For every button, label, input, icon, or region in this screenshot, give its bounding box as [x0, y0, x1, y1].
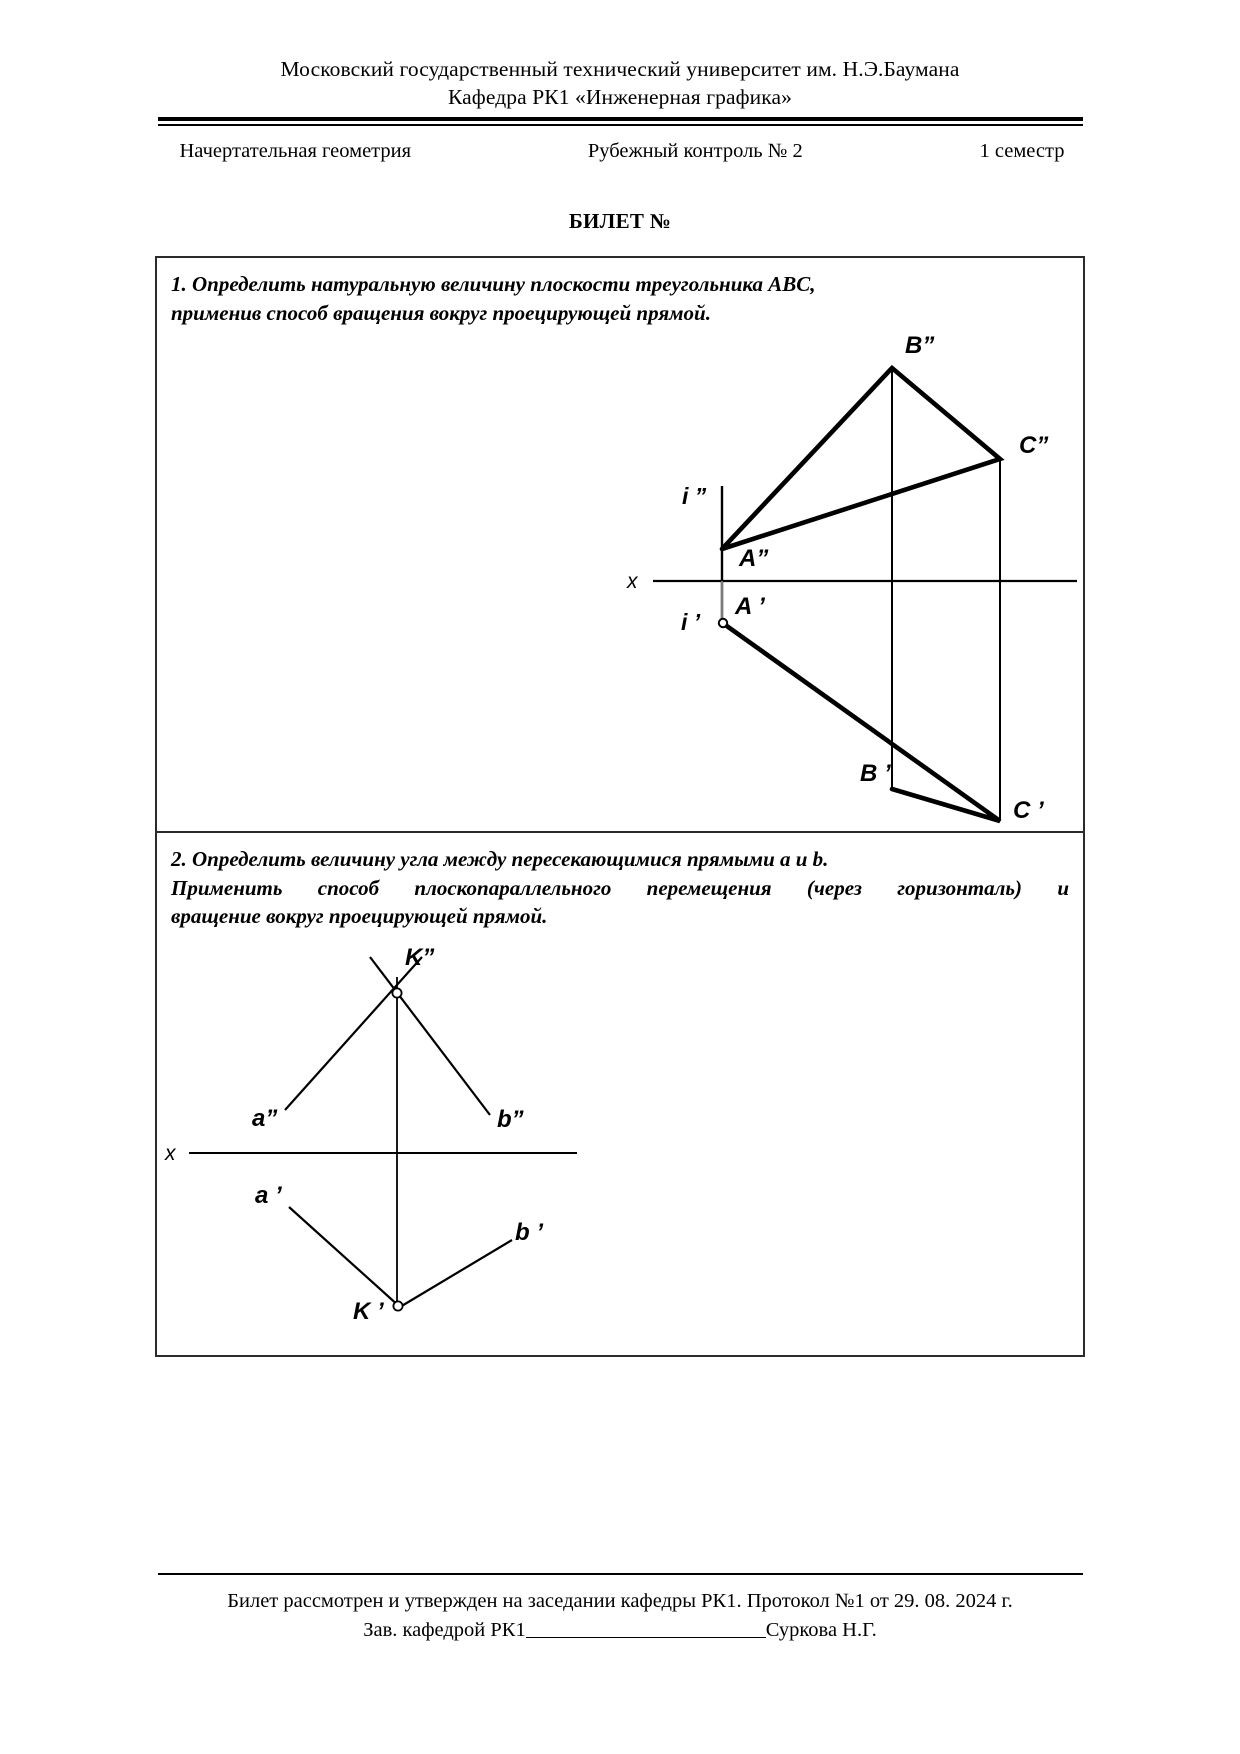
label-k-double: K” [405, 943, 435, 971]
subject-name: Начертательная геометрия [179, 140, 412, 163]
label-b-double: b” [497, 1105, 524, 1133]
label-b-double: B” [905, 332, 935, 360]
label-a-single: A ’ [735, 593, 765, 621]
label-c-double: C” [1019, 432, 1049, 460]
line-a-horizontal-projection [289, 1207, 400, 1307]
label-b-single: B ’ [860, 760, 891, 788]
axis-x-label: x [627, 570, 638, 594]
header-divider [158, 117, 1083, 126]
label-i-single: i ’ [681, 609, 701, 636]
tasks-frame [155, 256, 1085, 1357]
task-2-diagram [157, 935, 1083, 1355]
task-2-text [157, 833, 1083, 935]
line-b-horizontal-projection [400, 1240, 512, 1307]
signature-name: Суркова Н.Г. [765, 1619, 877, 1642]
label-a-double: A” [739, 545, 769, 573]
label-k-single: K ’ [353, 1297, 384, 1325]
point-marker-k-single [393, 1301, 402, 1310]
task-2-line-3: вращение вокруг проецирующей прямой. [171, 904, 548, 929]
point-marker-k-double [392, 988, 401, 997]
task-2-block [157, 833, 1083, 1355]
task-1-line-1: 1. Определить натуральную величину плоскости треугольника ABC, [171, 272, 816, 297]
task-1-diagram [157, 331, 1083, 831]
task-1-block [157, 258, 1083, 833]
point-marker-i-single [719, 619, 727, 627]
line-a-frontal-projection [285, 957, 422, 1110]
task-1-line-2: применив способ вращения вокруг проецирующей прямой. [171, 300, 711, 325]
subject-row [158, 140, 1083, 163]
signature-blank-line [526, 1637, 766, 1638]
label-a-double: a” [252, 1104, 278, 1132]
triangle-horizontal-projection [724, 624, 1000, 821]
department-name: Кафедра РК1 «Инженерная графика» [448, 84, 792, 109]
document-footer [0, 1573, 1240, 1646]
control-work-name: Рубежный контроль № 2 [587, 140, 803, 163]
semester-label: 1 семестр [979, 140, 1065, 163]
signature-prefix: Зав. кафедрой РК1 [363, 1619, 526, 1642]
university-name: Московский государственный технический университет им. Н.Э.Баумана [280, 57, 960, 81]
header-divider-thin [158, 124, 1083, 126]
axis-x-label: x [165, 1141, 176, 1165]
ticket-title: БИЛЕТ № [568, 209, 672, 234]
triangle-frontal-projection [722, 368, 1000, 549]
footer-divider [158, 1573, 1083, 1575]
document-header [0, 0, 1240, 111]
label-i-double: i ” [682, 483, 707, 510]
footer-signature-row [363, 1616, 877, 1646]
task-2-line-1: 2. Определить величину угла между пересекающимися прямыми a и b. [171, 847, 829, 872]
task-2-line-2: Применить способ плоскопараллельного перемещения (через горизонталь) и [171, 875, 1069, 900]
line-b-frontal-projection [370, 957, 490, 1115]
footer-protocol-line: Билет рассмотрен и утвержден на заседании кафедры РК1. Протокол №1 от 29. 08. 2024 г. [227, 1589, 1013, 1612]
label-c-single: C ’ [1013, 797, 1044, 825]
task-1-text [157, 258, 1083, 331]
label-b-single: b ’ [515, 1218, 543, 1246]
label-a-single: a ’ [255, 1181, 282, 1209]
